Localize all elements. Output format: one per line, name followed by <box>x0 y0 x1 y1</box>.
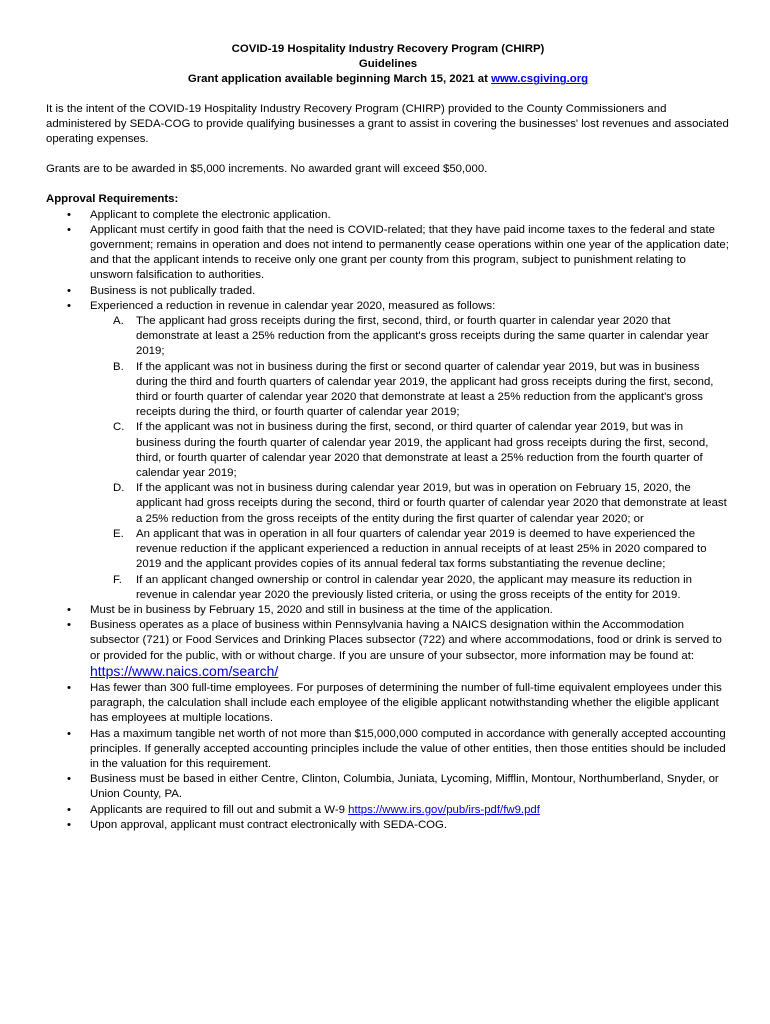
criterion-marker: C. <box>113 421 125 434</box>
availability-text: Grant application available beginning March 15, 2021 at <box>187 73 492 86</box>
criterion-marker: F. <box>113 573 122 586</box>
document-header <box>46 42 730 88</box>
revenue-criterion <box>90 420 730 481</box>
revenue-criteria-list <box>90 314 730 603</box>
requirement-item <box>46 299 730 603</box>
requirement-item <box>46 772 730 802</box>
requirement-item <box>46 803 730 818</box>
naics-link[interactable]: https://www.naics.com/search/ <box>90 662 279 679</box>
requirement-text: Has a maximum tangible net worth of not more than $15,000,000 computed in accordance with generally accepted accounting principles. If generally accepted accounting principles include the value of other entities, then those entities should be included in the valuation for this requirement. <box>90 727 726 770</box>
requirement-item <box>46 618 730 681</box>
requirement-item <box>46 681 730 727</box>
revenue-criterion <box>90 573 730 603</box>
requirement-text: Applicants are required to fill out and submit a W-9 <box>90 803 349 816</box>
requirement-item <box>46 727 730 773</box>
requirement-item <box>46 208 730 223</box>
requirement-text: Business operates as a place of business within Pennsylvania having a NAICS designation within the Accommodation subsector (721) or Food Services and Drinking Places subsector (722) and where accommodations, food or drink is served to or provided for the public, with or without charge. If you are unsure of your subsector, more information may be found at: <box>90 619 722 662</box>
requirement-text: Business must be based in either Centre, Clinton, Columbia, Juniata, Lycoming, Mifflin, Montour, Northumberland, Snyder, or Union County, PA. <box>90 773 719 801</box>
requirement-item <box>46 284 730 299</box>
csgiving-link[interactable]: www.csgiving.org <box>491 73 589 86</box>
requirement-item <box>46 603 730 618</box>
guidelines-title: Guidelines <box>358 58 418 71</box>
criterion-marker: B. <box>113 360 124 373</box>
requirement-text: Upon approval, applicant must contract electronically with SEDA-COG. <box>90 818 448 831</box>
criterion-marker: A. <box>113 315 124 328</box>
criterion-text: An applicant that was in operation in all four quarters of calendar year 2019 is deemed to have experienced the revenue reduction if the applicant experienced a reduction in annual receipts of at least 25% in 2020 compared to 2019 and the applicant provides copies of its annual federal tax forms substantiating the revenue decline; <box>136 527 707 571</box>
program-title: COVID-19 Hospitality Industry Recovery Program (CHIRP) <box>231 43 545 55</box>
requirement-text: Must be in business by February 15, 2020 and still in business at the time of the application. <box>90 603 553 616</box>
requirement-item <box>46 818 730 833</box>
grants-paragraph: Grants are to be awarded in $5,000 increments. No awarded grant will exceed $50,000. <box>46 163 488 176</box>
criterion-text: If the applicant was not in business during the first, second, or third quarter of calendar year 2019, but was in business during the fourth quarter of calendar year 2019, the applicant had gross receipts during the first, second, third, or fourth quarter of calendar year 2020 that demonstrate at least a 25% reduction from the fourth quarter of calendar year 2019; <box>136 421 709 480</box>
requirement-text: Experienced a reduction in revenue in calendar year 2020, measured as follows: <box>90 299 496 312</box>
criterion-marker: D. <box>113 482 125 495</box>
revenue-criterion <box>90 481 730 527</box>
requirement-text: Business is not publically traded. <box>90 284 256 297</box>
criterion-text: If the applicant was not in business during calendar year 2019, but was in operation on February 15, 2020, the applicant had gross receipts during the second, third or fourth quarter of calendar year 2020 that demonstrate at least a 25% reduction from the gross receipts of the entity during the first quarter of calendar year 2020; or <box>136 482 727 525</box>
criterion-text: If an applicant changed ownership or control in calendar year 2020, the applicant may measure its reduction in revenue in calendar year 2020 the previously listed criteria, or using the gross receipts of the entity for 2019. <box>136 573 692 601</box>
requirement-text: Has fewer than 300 full-time employees. For purposes of determining the number of full-time equivalent employees under this paragraph, the calculation shall include each employee of the eligible applicant notwithstanding whether the eligible applicant has employees at multiple locations. <box>90 681 722 725</box>
irs-w9-link[interactable]: https://www.irs.gov/pub/irs-pdf/fw9.pdf <box>348 803 540 816</box>
requirement-text: Applicant must certify in good faith that the need is COVID-related; that they have paid income taxes to the federal and state government; remains in operation and does not intend to permanently cease operations within one year of the application date; and that the applicant intends to receive only one grant per county from this program, subject to punishment relating to unsworn falsification to authorities. <box>90 223 729 282</box>
revenue-criterion <box>90 314 730 360</box>
requirements-heading: Approval Requirements: <box>46 193 179 206</box>
document-page <box>46 42 730 833</box>
intro-paragraph: It is the intent of the COVID-19 Hospitality Industry Recovery Program (CHIRP) provided to the County Commissioners and administered by SEDA-COG to provide qualifying businesses a grant to assist in covering the businesses' lost revenues and associated operating expenses. <box>46 102 729 146</box>
revenue-criterion <box>90 360 730 421</box>
requirement-item <box>46 223 730 284</box>
criterion-text: The applicant had gross receipts during the first, second, third, or fourth quarter in calendar year 2020 that demonstrate at least a 25% reduction from the applicant's gross receipts during the same quarter in calendar year 2019; <box>136 315 709 358</box>
application-availability <box>46 72 730 87</box>
criterion-text: If the applicant was not in business during the first or second quarter of calendar year 2019, but was in business during the third and fourth quarters of calendar year 2019, the applicant had gross receipts during the first, second, third or fourth quarter of calendar year 2020 that demonstrate at least a 25% reduction from the applicant's gross receipts during the third, or fourth quarter of calendar year 2019; <box>136 360 714 419</box>
revenue-criterion <box>90 527 730 573</box>
criterion-marker: E. <box>113 527 124 540</box>
requirements-list <box>46 208 730 833</box>
requirement-text: Applicant to complete the electronic application. <box>90 208 331 221</box>
